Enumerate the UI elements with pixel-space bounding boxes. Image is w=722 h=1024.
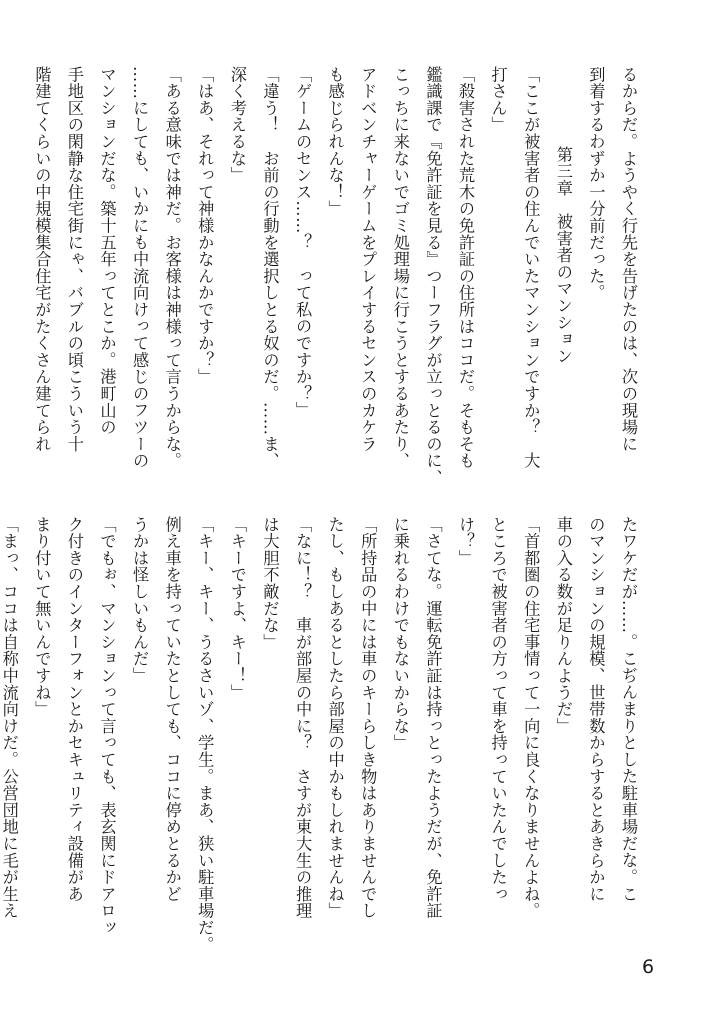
- text-line: 手地区の閑静な住宅街にゃ、バブルの頃こういう十: [64, 66, 84, 453]
- text-line: 「でもぉ、マンションって言っても、表玄関にドアロッ: [97, 516, 117, 936]
- upper-text-block: [32, 66, 644, 486]
- text-line: 深く考えるな」: [227, 66, 247, 184]
- text-line: うかは怪しいもんだ」: [130, 516, 150, 684]
- text-line: 「キー、キー、うるさいゾ、学生。まあ、狭い駐車場だ。: [195, 516, 215, 953]
- text-line: マンションだな。築十五年ってとこか。港町山の: [97, 66, 117, 436]
- text-line: 「殺害された荒木の免許証の住所はココだ。そもそも: [456, 66, 476, 470]
- text-line: 「所持品の中には車のキーらしき物はありませんでし: [358, 516, 378, 920]
- text-line: 「首都圏の住宅事情って一向に良くなりませんよね。: [521, 516, 541, 920]
- text-line: 「さてな。運転免許証は持っとったようだが、免許証: [423, 516, 443, 920]
- text-line: 車の入る数が足りんようだ」: [553, 516, 573, 735]
- text-line: 「ここが被害者の住んでいたマンションですか？ 大: [521, 66, 541, 470]
- text-line: 「ある意味では神だ。お客様は神様って言うからな。: [162, 66, 182, 470]
- text-line: のマンションの規模、世帯数からするとあきらかに: [586, 516, 606, 903]
- text-line: たワケだが……。こぢんまりとした駐車場だな。こ: [619, 516, 638, 903]
- text-line: も感じられんな！」: [325, 66, 345, 218]
- text-line: 「キーですよ、キー！」: [227, 516, 247, 701]
- text-line: アドベンチャーゲームをプレイするセンスのカケラ: [358, 66, 378, 453]
- text-line: 「まっ、ココは自称中流向けだ。公営団地に毛が生え: [0, 516, 19, 920]
- text-line: まり付いて無いんですね」: [32, 516, 52, 718]
- text-line: るからだ。ようやく行先を告げたのは、次の現場に: [619, 66, 638, 453]
- text-line: け？」: [456, 516, 476, 567]
- text-line: は大胆不敵だな」: [260, 516, 280, 651]
- text-line: 「ゲームのセンス……？ って私のですか？」: [293, 66, 313, 419]
- text-line: 打さん」: [488, 66, 508, 134]
- lower-text-block: [0, 516, 644, 953]
- chapter-heading: 第三章 被害者のマンション: [553, 146, 573, 365]
- text-line: 「はあ、それって神様かなんかですか？」: [195, 66, 215, 386]
- text-line: 到着するわずか一分前だった。: [586, 66, 606, 302]
- text-line: たし、もしあるとしたら部屋の中かもしれませんね」: [325, 516, 345, 920]
- text-line: 鑑識課で『免許証を見る』つーフラグが立っとるのに、: [423, 66, 443, 486]
- text-line: ところで被害者の方って車を持っていたんでしたっ: [488, 516, 508, 903]
- text-line: ……にしても、いかにも中流向けって感じのフツーの: [130, 66, 150, 470]
- page-number: 6: [642, 956, 655, 978]
- text-line: 「違う！ お前の行動を選択しとる奴のだ。……ま、: [260, 66, 280, 470]
- text-line: こっちに来ないでゴミ処理場に行こうとするあたり、: [390, 66, 410, 470]
- text-line: ク付きのインターフォンとかセキュリティ設備があ: [64, 516, 84, 903]
- text-line: 階建てくらいの中規模集合住宅がたくさん建てられ: [32, 66, 52, 453]
- text-line: に乗れるわけでもないからな」: [390, 516, 410, 752]
- text-line: 「なに！？ 車が部屋の中に？ さすが東大生の推理: [293, 516, 313, 920]
- text-line: 例え車を持っていたとしても、ココに停めとるかど: [162, 516, 182, 903]
